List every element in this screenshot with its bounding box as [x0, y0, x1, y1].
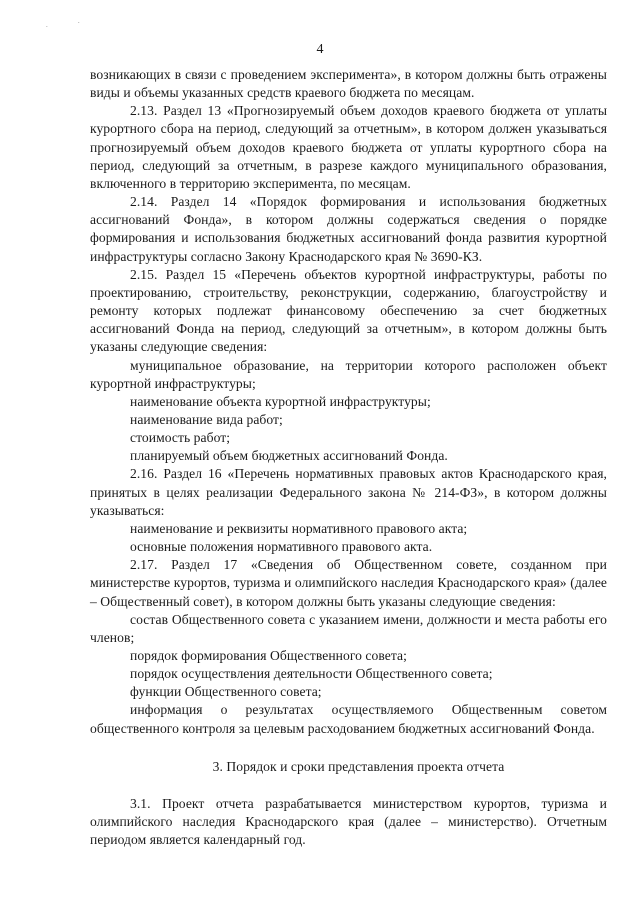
paragraph-2-13: 2.13. Раздел 13 «Прогнозируемый объем доходов краевого бюджета от уплаты курортного сбора на период, следующий за отчетным», в котором должен указываться прогнозируемый объем доходов краевого бюджета от уплаты курортного сбора на период, следующий за отчетным, в разрезе каждого муниципального образования, включенного в территорию эксперимента, по месяцам. [90, 103, 607, 191]
list-item-act-name: наименование и реквизиты нормативного правового акта; [130, 520, 468, 536]
list-item-act-provisions: основные положения нормативного правового акта. [130, 539, 433, 555]
paragraph-2-15: 2.15. Раздел 15 «Перечень объектов курортной инфраструктуры, работы по проектированию, строительству, реконструкции, содержанию, благоустройству и ремонту которых подлежат финансовому обеспечению за счет бюджетных ассигнований Фонда на период, следующий за отчетным», в котором должны быть указаны следующие сведения: [90, 266, 607, 355]
section-heading: 3. Порядок и сроки представления проекта отчета [212, 758, 505, 774]
list-item-council-control: информация о результатах осуществляемого Общественным советом общественного контроля за целевым расходованием бюджетных ассигнований Фонда. [90, 702, 607, 736]
scan-marks: . ´ [46, 21, 94, 29]
paragraph-3-1: 3.1. Проект отчета разрабатывается министерством курортов, туризма и олимпийского наследия Краснодарского края (далее – министерство). Отчетным периодом является календарный год. [90, 795, 607, 848]
list-item-municipality: муниципальное образование, на территории которого расположен объект курортной инфраструктуры; [90, 357, 607, 391]
list-item-object-name: наименование объекта курортной инфраструктуры; [130, 393, 431, 409]
paragraph-2-16: 2.16. Раздел 16 «Перечень нормативных правовых актов Краснодарского края, принятых в целях реализации Федерального закона № 214-ФЗ», в котором должны указываться: [90, 466, 607, 518]
document-body [90, 66, 607, 849]
list-item-planned-budget: планируемый объем бюджетных ассигнований Фонда. [130, 448, 448, 464]
list-item-work-cost: стоимость работ; [130, 430, 231, 446]
paragraph-continuation: возникающих в связи с проведением эксперимента», в котором должны быть отражены виды и объемы указанных средств краевого бюджета по месяцам. [90, 67, 607, 101]
paragraph-2-14: 2.14. Раздел 14 «Порядок формирования и использования бюджетных ассигнований Фонда», в котором должны содержаться сведения о порядке формирования и использования бюджетных ассигнований фонда развития курортной инфраструктуры согласно Закону Краснодарского края № 3690-КЗ. [90, 194, 607, 264]
list-item-council-formation: порядок формирования Общественного совета; [130, 648, 407, 663]
paragraph-2-17: 2.17. Раздел 17 «Сведения об Общественном совете, созданном при министерстве курортов, туризма и олимпийского наследия Краснодарского края» (далее – Общественный совет), в котором должны быть указаны следующие сведения: [90, 557, 607, 609]
list-item-council-activity: порядок осуществления деятельности Общественного совета; [130, 666, 493, 682]
list-item-council-composition: состав Общественного совета с указанием имени, должности и места работы его членов; [90, 611, 607, 645]
page-number: 4 [316, 42, 324, 57]
list-item-council-functions: функции Общественного совета; [130, 684, 322, 700]
list-item-work-type: наименование вида работ; [130, 411, 283, 427]
